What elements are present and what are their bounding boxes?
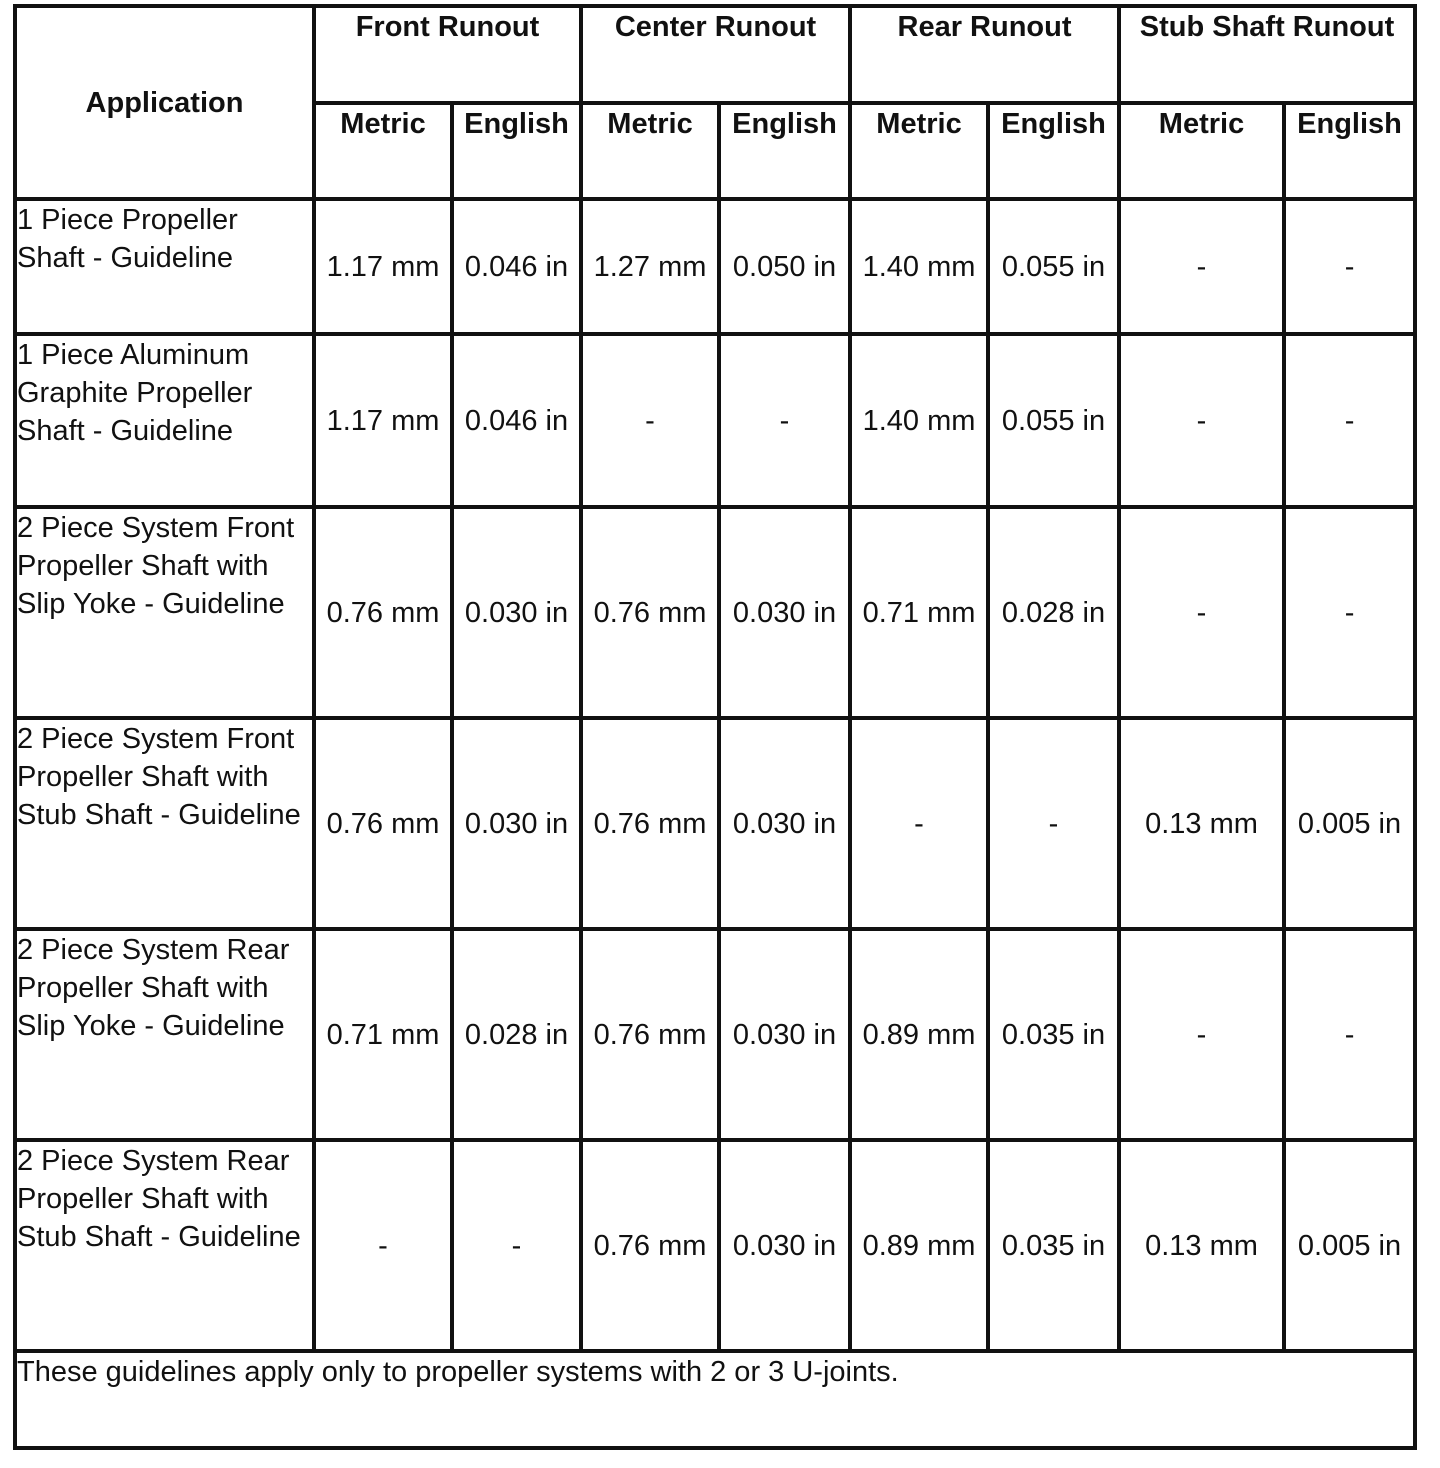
- stub-english-cell: -: [1284, 507, 1415, 718]
- rear-english-cell: 0.035 in: [988, 929, 1119, 1140]
- stub-english-cell: 0.005 in: [1284, 1140, 1415, 1351]
- rear-english-cell: 0.028 in: [988, 507, 1119, 718]
- application-cell: 2 Piece System Front Propeller Shaft with Slip Yoke - Guideline: [15, 507, 314, 718]
- rear-runout-header: Rear Runout: [850, 6, 1119, 103]
- rear-metric-cell: 1.40 mm: [850, 199, 988, 334]
- center-english-cell: 0.030 in: [719, 929, 850, 1140]
- front-english-header: English: [452, 103, 581, 199]
- center-runout-header: Center Runout: [581, 6, 850, 103]
- center-metric-header: Metric: [581, 103, 719, 199]
- stub-metric-cell: 0.13 mm: [1119, 718, 1284, 929]
- note-row: [15, 1351, 1415, 1448]
- rear-metric-cell: -: [850, 718, 988, 929]
- stub-metric-cell: -: [1119, 929, 1284, 1140]
- application-cell: 2 Piece System Front Propeller Shaft with Stub Shaft - Guideline: [15, 718, 314, 929]
- rear-english-header: English: [988, 103, 1119, 199]
- front-english-cell: 0.030 in: [452, 507, 581, 718]
- application-header: Application: [15, 6, 314, 199]
- front-english-cell: 0.028 in: [452, 929, 581, 1140]
- application-cell: 2 Piece System Rear Propeller Shaft with Slip Yoke - Guideline: [15, 929, 314, 1140]
- center-english-cell: -: [719, 334, 850, 507]
- stub-english-cell: -: [1284, 199, 1415, 334]
- stub-english-header: English: [1284, 103, 1415, 199]
- center-english-cell: 0.030 in: [719, 718, 850, 929]
- rear-metric-cell: 0.71 mm: [850, 507, 988, 718]
- footnote: These guidelines apply only to propeller systems with 2 or 3 U-joints.: [15, 1351, 1415, 1448]
- front-metric-header: Metric: [314, 103, 452, 199]
- center-english-cell: 0.030 in: [719, 507, 850, 718]
- table-row: [15, 929, 1415, 1140]
- stub-metric-header: Metric: [1119, 103, 1284, 199]
- front-runout-header: Front Runout: [314, 6, 581, 103]
- application-cell: 2 Piece System Rear Propeller Shaft with Stub Shaft - Guideline: [15, 1140, 314, 1351]
- stub-metric-cell: 0.13 mm: [1119, 1140, 1284, 1351]
- rear-english-cell: 0.035 in: [988, 1140, 1119, 1351]
- front-english-cell: -: [452, 1140, 581, 1351]
- center-metric-cell: 0.76 mm: [581, 1140, 719, 1351]
- runout-spec-table: [13, 4, 1417, 1450]
- center-metric-cell: 0.76 mm: [581, 507, 719, 718]
- stub-metric-cell: -: [1119, 199, 1284, 334]
- center-english-cell: 0.050 in: [719, 199, 850, 334]
- rear-english-cell: -: [988, 718, 1119, 929]
- center-metric-cell: 0.76 mm: [581, 718, 719, 929]
- stub-english-cell: -: [1284, 334, 1415, 507]
- front-metric-cell: 0.71 mm: [314, 929, 452, 1140]
- rear-metric-cell: 1.40 mm: [850, 334, 988, 507]
- application-cell: 1 Piece Aluminum Graphite Propeller Shaft - Guideline: [15, 334, 314, 507]
- front-metric-cell: 1.17 mm: [314, 199, 452, 334]
- stub-english-cell: 0.005 in: [1284, 718, 1415, 929]
- front-english-cell: 0.046 in: [452, 334, 581, 507]
- table-row: [15, 507, 1415, 718]
- center-english-header: English: [719, 103, 850, 199]
- front-metric-cell: -: [314, 1140, 452, 1351]
- table-row: [15, 199, 1415, 334]
- rear-metric-header: Metric: [850, 103, 988, 199]
- table-row: [15, 334, 1415, 507]
- center-metric-cell: 1.27 mm: [581, 199, 719, 334]
- table-row: [15, 718, 1415, 929]
- center-metric-cell: 0.76 mm: [581, 929, 719, 1140]
- stub-metric-cell: -: [1119, 334, 1284, 507]
- front-english-cell: 0.030 in: [452, 718, 581, 929]
- center-english-cell: 0.030 in: [719, 1140, 850, 1351]
- table-row: [15, 1140, 1415, 1351]
- stub-metric-cell: -: [1119, 507, 1284, 718]
- front-metric-cell: 0.76 mm: [314, 507, 452, 718]
- front-metric-cell: 1.17 mm: [314, 334, 452, 507]
- front-english-cell: 0.046 in: [452, 199, 581, 334]
- front-metric-cell: 0.76 mm: [314, 718, 452, 929]
- center-metric-cell: -: [581, 334, 719, 507]
- stub-english-cell: -: [1284, 929, 1415, 1140]
- application-cell: 1 Piece Propeller Shaft - Guideline: [15, 199, 314, 334]
- rear-english-cell: 0.055 in: [988, 199, 1119, 334]
- stub-shaft-runout-header: Stub Shaft Runout: [1119, 6, 1415, 103]
- rear-metric-cell: 0.89 mm: [850, 929, 988, 1140]
- rear-english-cell: 0.055 in: [988, 334, 1119, 507]
- rear-metric-cell: 0.89 mm: [850, 1140, 988, 1351]
